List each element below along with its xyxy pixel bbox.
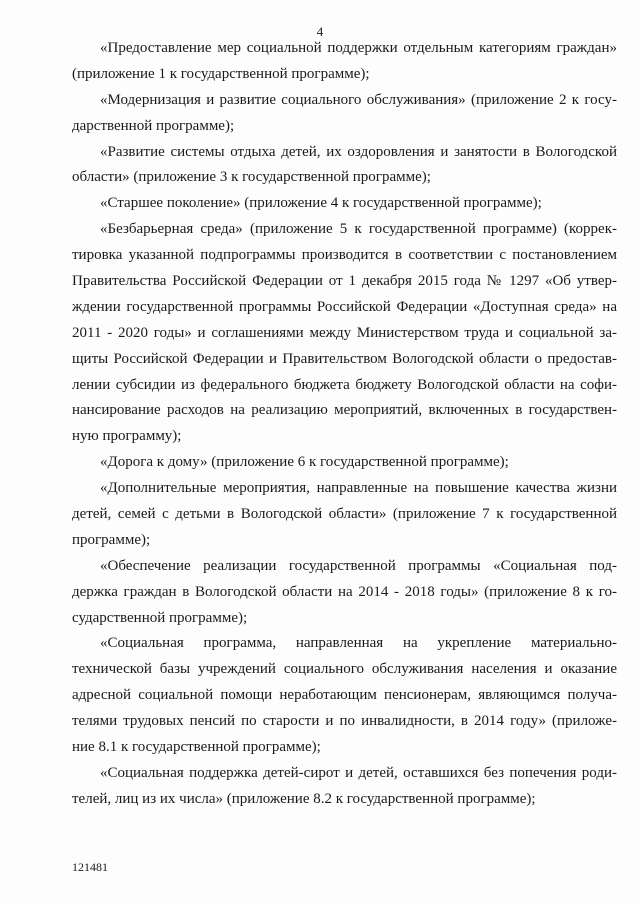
text-line: «Предоставление мер социальной поддержки отдельным категориям граждан» [100,40,617,56]
text-line: лении субсидии из федерального бюджета бюджету Вологодской области на софи- [72,376,617,393]
text-line: ние 8.1 к государственной программе); [72,739,321,756]
text-line: телями трудовых пенсий по старости и по инвалидности, в 2014 году» (приложе- [72,713,617,730]
text-line: дарственной программе); [72,117,235,134]
text-line: программе); [72,531,151,548]
text-line: (приложение 1 к государственной программе); [72,65,370,82]
text-line: «Развитие системы отдыха детей, их оздоровления и занятости в Вологодской [100,143,617,160]
text-line: «Социальная поддержка детей-сирот и детей, оставшихся без попечения роди- [100,764,617,781]
text-line: щиты Российской Федерации и Правительством Вологодской области о предостав- [72,350,617,367]
page-number: 4 [316,24,324,39]
text-line: «Социальная программа, направленная на укрепление материально- [100,635,617,652]
footer-code: 121481 [72,860,108,874]
text-line: детей, семей с детьми в Вологодской области» (приложение 7 к государственной [72,506,617,523]
text-line: 2011 - 2020 годы» и соглашениями между Министерством труда и социальной за- [72,324,617,341]
text-line: телей, лиц из их числа» (приложение 8.2 к государственной программе); [72,790,536,807]
text-line: «Дополнительные мероприятия, направленные на повышение качества жизни [100,480,617,497]
text-line: Правительства Российской Федерации от 1 декабря 2015 года № 1297 «Об утвер- [72,273,617,290]
text-line: нансирование расходов на реализацию мероприятий, включенных в государствен- [72,402,617,419]
text-line: держка граждан в Вологодской области на 2014 - 2018 годы» (приложение 8 к го- [72,583,617,600]
text-line: адресной социальной помощи неработающим пенсионерам, являющимся получа- [72,687,617,704]
document-body [72,36,617,813]
text-line: «Дорога к дому» (приложение 6 к государственной программе); [100,454,509,471]
text-line: технической базы учреждений социального обслуживания населения и оказание [72,661,617,678]
text-line: тировка указанной подпрограммы производится в соответствии с постановлением [72,247,617,264]
text-line: сударственной программе); [72,609,248,626]
text-line: ную программу); [72,428,182,445]
text-line: ждении государственной программы Российской Федерации «Доступная среда» на [72,298,617,315]
text-line: «Старшее поколение» (приложение 4 к государственной программе); [100,195,542,212]
text-line: «Обеспечение реализации государственной программы «Социальная под- [100,557,617,574]
text-line: «Модернизация и развитие социального обслуживания» (приложение 2 к госу- [100,91,617,108]
text-line: «Безбарьерная среда» (приложение 5 к государственной программе) (коррек- [100,221,617,238]
text-line: области» (приложение 3 к государственной программе); [72,169,431,186]
